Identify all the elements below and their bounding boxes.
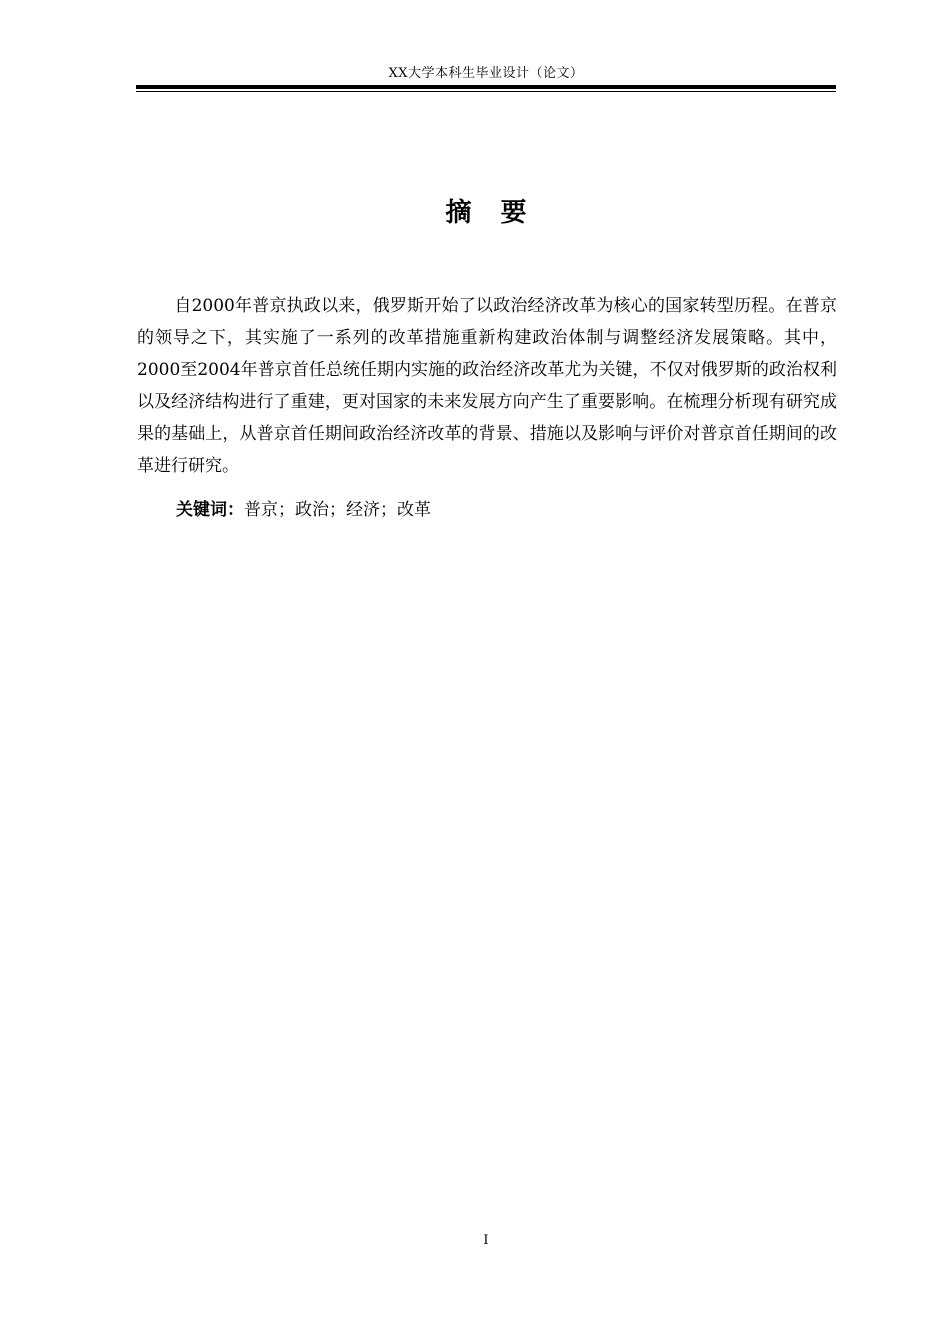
abstract-body: 自2000年普京执政以来，俄罗斯开始了以政治经济改革为核心的国家转型历程。在普京的领导之下，其实施了一系列的改革措施重新构建政治体制与调整经济发展策略。其中，2000至2004年普京首任总统任期内实施的政治经济改革尤为关键，不仅对俄罗斯的政治权利以及经济结构进行了重建，更对国家的未来发展方向产生了重要影响。在梳理分析现有研究成果的基础上，从普京首任期间政治经济改革的背景、措施以及影响与评价对普京首任期间的改革进行研究。 [137, 296, 837, 476]
keywords-label: 关键词： [176, 500, 244, 520]
header-rule-thick [136, 85, 836, 89]
running-header: XX大学本科生毕业设计（论文） [388, 66, 584, 81]
keywords-line [176, 494, 431, 526]
header-rule-thin [136, 91, 836, 92]
page-number: I [483, 1233, 489, 1248]
keywords-value: 普京；政治；经济；改革 [244, 500, 431, 520]
abstract-title: 摘 要 [445, 198, 537, 228]
